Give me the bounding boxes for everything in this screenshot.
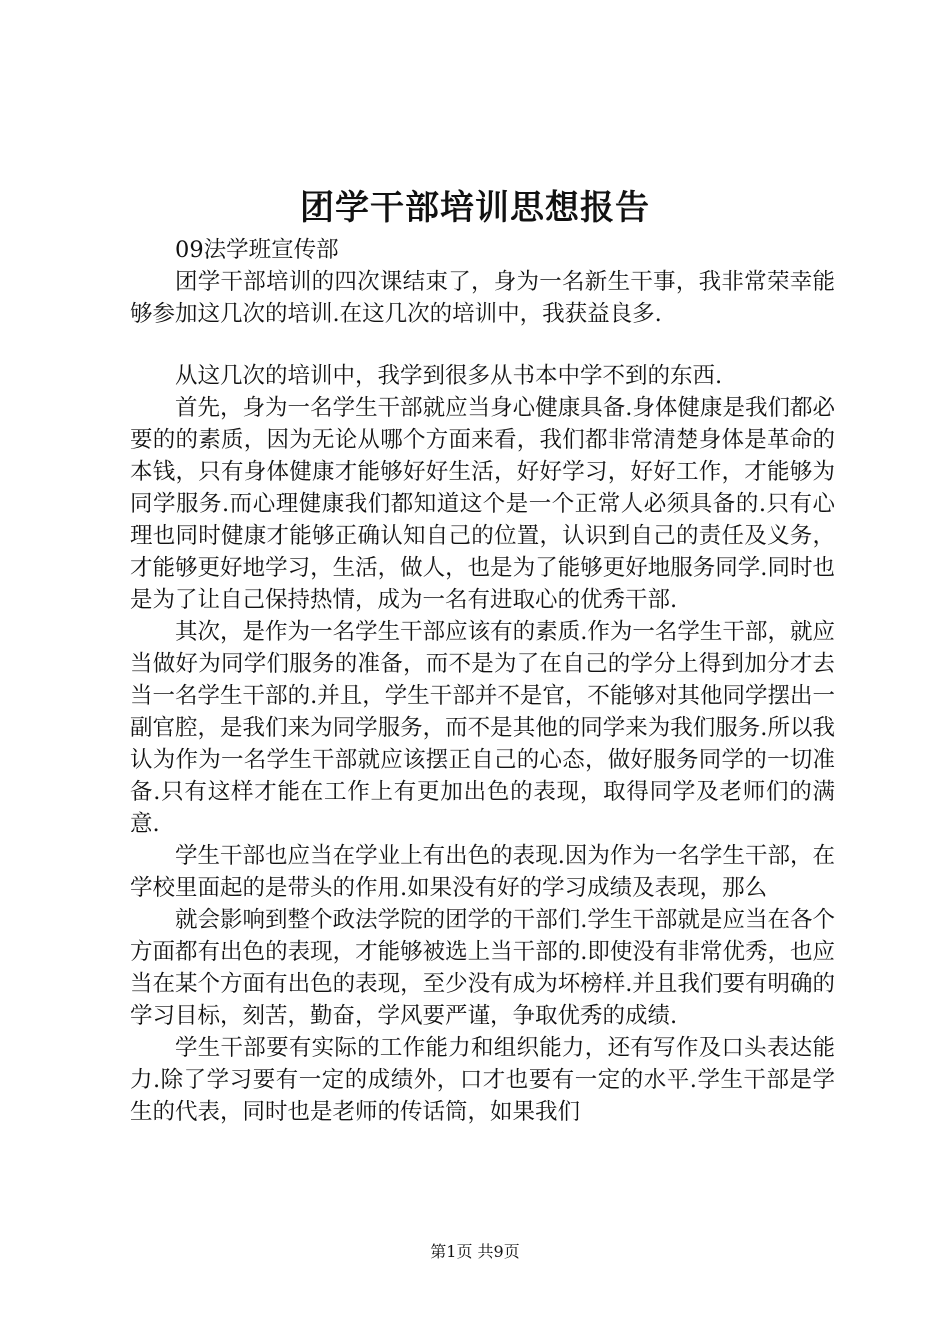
document-body xyxy=(130,234,835,1128)
paragraph: 首先，身为一名学生干部就应当身心健康具备.身体健康是我们都必要的的素质，因为无论从哪个方面来看，我们都非常清楚身体是革命的本钱，只有身体健康才能够好好生活，好好学习，好好工作，才能够为同学服务.而心理健康我们都知道这个是一个正常人必须具备的.只有心理也同时健康才能够正确认知自己的位置，认识到自己的责任及义务，才能够更好地学习，生活，做人，也是为了能够更好地服务同学.同时也是为了让自己保持热情，成为一名有进取心的优秀干部. xyxy=(130,395,835,613)
page-footer: 第1页 共9页 xyxy=(430,1242,520,1261)
paragraph: 学生干部要有实际的工作能力和组织能力，还有写作及口头表达能力.除了学习要有一定的成绩外，口才也要有一定的水平.学生干部是学生的代表，同时也是老师的传话筒，如果我们 xyxy=(130,1035,835,1125)
paragraph: 从这几次的培训中，我学到很多从书本中学不到的东西. xyxy=(175,363,723,389)
byline: 09法学班宣传部 xyxy=(175,237,339,263)
paragraph: 学生干部也应当在学业上有出色的表现.因为作为一名学生干部，在学校里面起的是带头的作用.如果没有好的学习成绩及表现，那么 xyxy=(130,843,835,901)
document-title: 团学干部培训思想报告 xyxy=(300,188,650,228)
paragraph: 团学干部培训的四次课结束了，身为一名新生干事，我非常荣幸能够参加这几次的培训.在这几次的培训中，我获益良多. xyxy=(130,269,835,327)
paragraph-gap xyxy=(130,330,835,360)
paragraph: 就会影响到整个政法学院的团学的干部们.学生干部就是应当在各个方面都有出色的表现，才能够被选上当干部的.即使没有非常优秀，也应当在某个方面有出色的表现，至少没有成为坏榜样.并且我们要有明确的学习目标，刻苦，勤奋，学风要严谨，争取优秀的成绩. xyxy=(130,907,835,1029)
paragraph: 其次，是作为一名学生干部应该有的素质.作为一名学生干部，就应当做好为同学们服务的准备，而不是为了在自己的学分上得到加分才去当一名学生干部的.并且，学生干部并不是官，不能够对其他同学摆出一副官腔，是我们来为同学服务，而不是其他的同学来为我们服务.所以我认为作为一名学生干部就应该摆正自己的心态，做好服务同学的一切准备.只有这样才能在工作上有更加出色的表现，取得同学及老师们的满意. xyxy=(130,619,835,837)
